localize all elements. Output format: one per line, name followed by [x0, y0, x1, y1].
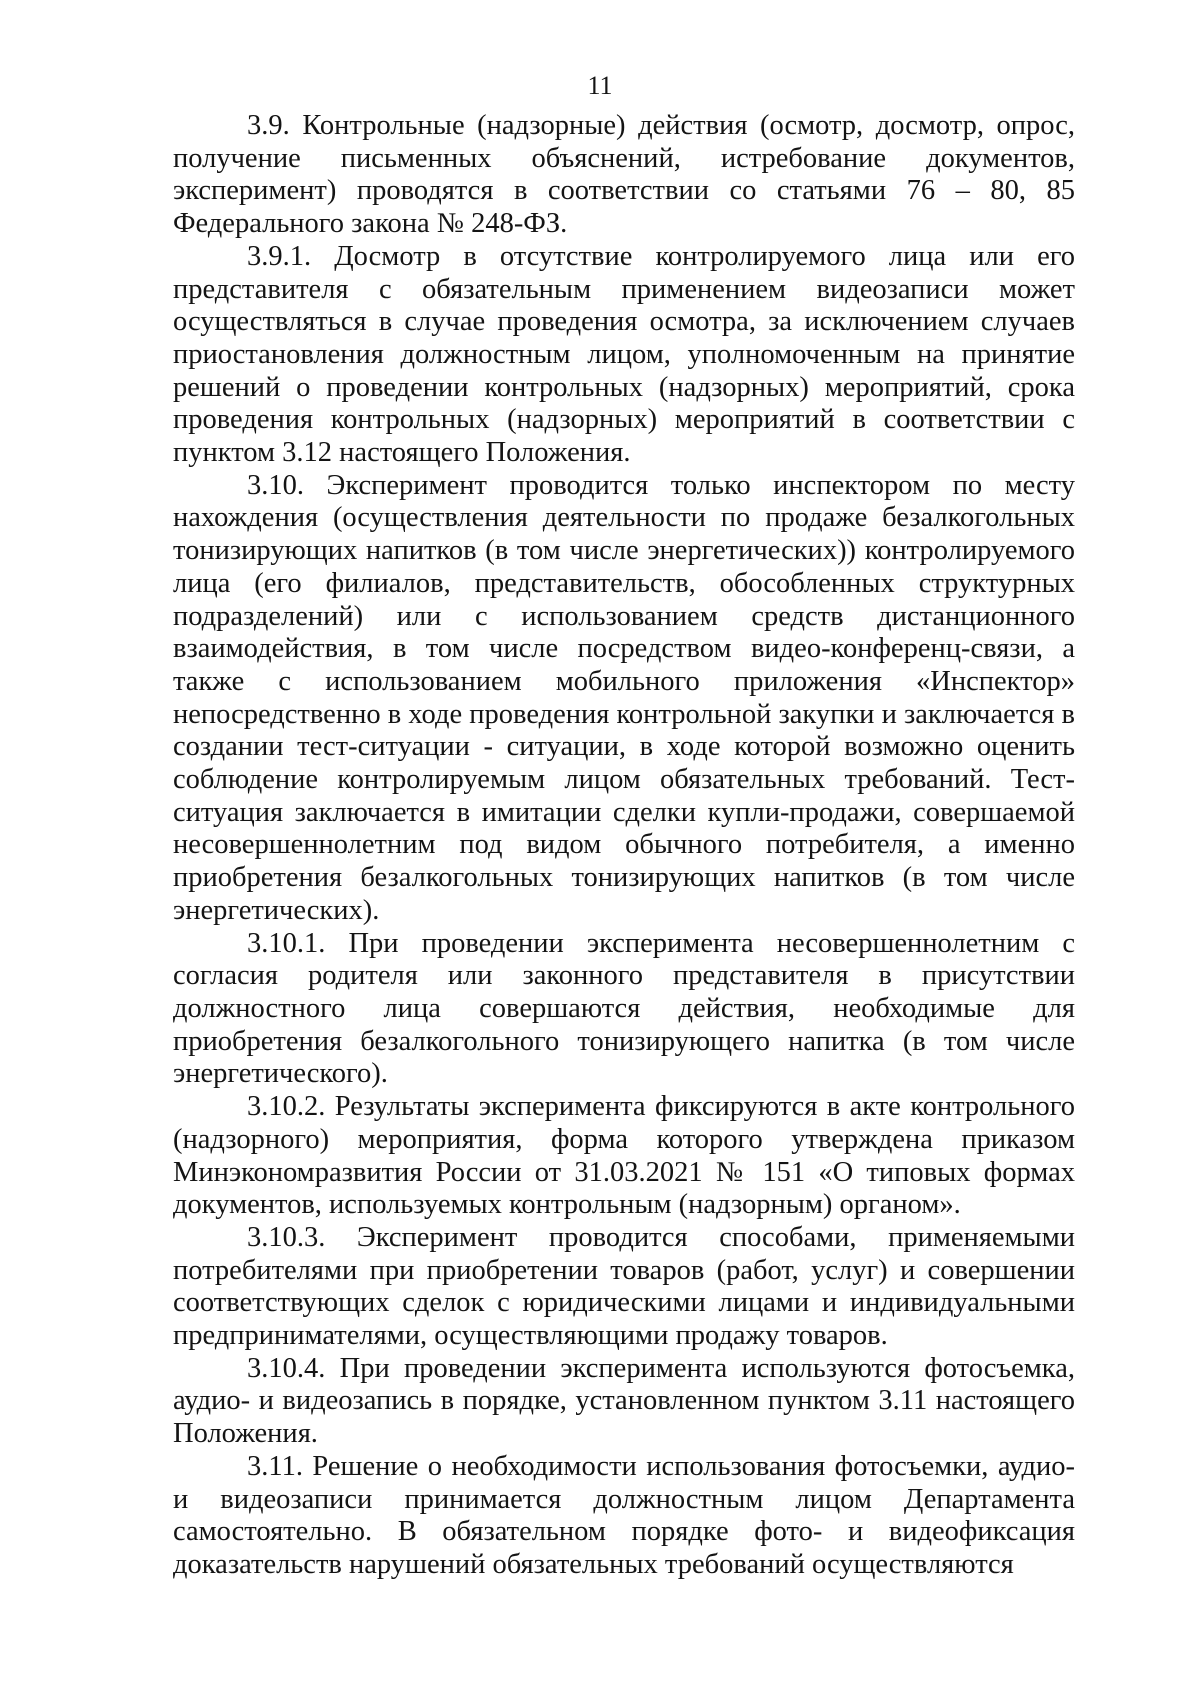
paragraph-3-10-1: 3.10.1. При проведении эксперимента несовершеннолетним с согласия родителя или законного представителя в присутствии должностного лица совершаются действия, необходимые для приобретения безалкогольного тонизирующего напитка (в том числе энергетического).: [173, 927, 1075, 1090]
paragraph-3-10: 3.10. Эксперимент проводится только инспектором по месту нахождения (осуществления деятельности по продаже безалкогольных тонизирующих напитков (в том числе энергетических)) контролируемого лица (его филиалов, представительств, обособленных структурных подразделений) или с использованием средств дистанционного взаимодействия, в том числе посредством видео-конференц-связи, а также с использованием мобильного приложения «Инспектор» непосредственно в ходе проведения контрольной закупки и заключается в создании тест-ситуации - ситуации, в ходе которой возможно оценить соблюдение контролируемым лицом обязательных требований. Тест-ситуация заключается в имитации сделки купли-продажи, совершаемой несовершеннолетним под видом обычного потребителя, а именно приобретения безалкогольных тонизирующих напитков (в том числе энергетических).: [173, 469, 1075, 926]
paragraph-3-9: 3.9. Контрольные (надзорные) действия (осмотр, досмотр, опрос, получение письменных объяснений, истребование документов, эксперимент) проводятся в соответствии со статьями 76 – 80, 85 Федерального закона № 248-ФЗ.: [173, 110, 1075, 240]
paragraph-3-10-2: 3.10.2. Результаты эксперимента фиксируются в акте контрольного (надзорного) мероприятия, форма которого утверждена приказом Минэкономразвития России от 31.03.2021 № 151 «О типовых формах документов, используемых контрольным (надзорным) органом».: [173, 1091, 1075, 1221]
page-number: 11: [587, 71, 613, 100]
paragraph-3-10-3: 3.10.3. Эксперимент проводится способами, применяемыми потребителями при приобретении товаров (работ, услуг) и совершении соответствующих сделок с юридическими лицами и индивидуальными предпринимателями, осуществляющими продажу товаров.: [173, 1221, 1075, 1352]
paragraph-3-9-1: 3.9.1. Досмотр в отсутствие контролируемого лица или его представителя с обязательным применением видеозаписи может осуществляться в случае проведения осмотра, за исключением случаев приостановления должностным лицом, уполномоченным на принятие решений о проведении контрольных (надзорных) мероприятий, срока проведения контрольных (надзорных) мероприятий в соответствии с пунктом 3.12 настоящего Положения.: [173, 240, 1075, 469]
paragraph-3-11: 3.11. Решение о необходимости использования фотосъемки, аудио- и видеозаписи принимается должностным лицом Департамента самостоятельно. В обязательном порядке фото- и видеофиксация доказательств нарушений обязательных требований осуществляются: [173, 1450, 1075, 1580]
paragraph-3-10-4: 3.10.4. При проведении эксперимента используются фотосъемка, аудио- и видеозапись в порядке, установленном пунктом 3.11 настоящего Положения.: [173, 1352, 1075, 1450]
document-body: [173, 110, 1075, 1582]
